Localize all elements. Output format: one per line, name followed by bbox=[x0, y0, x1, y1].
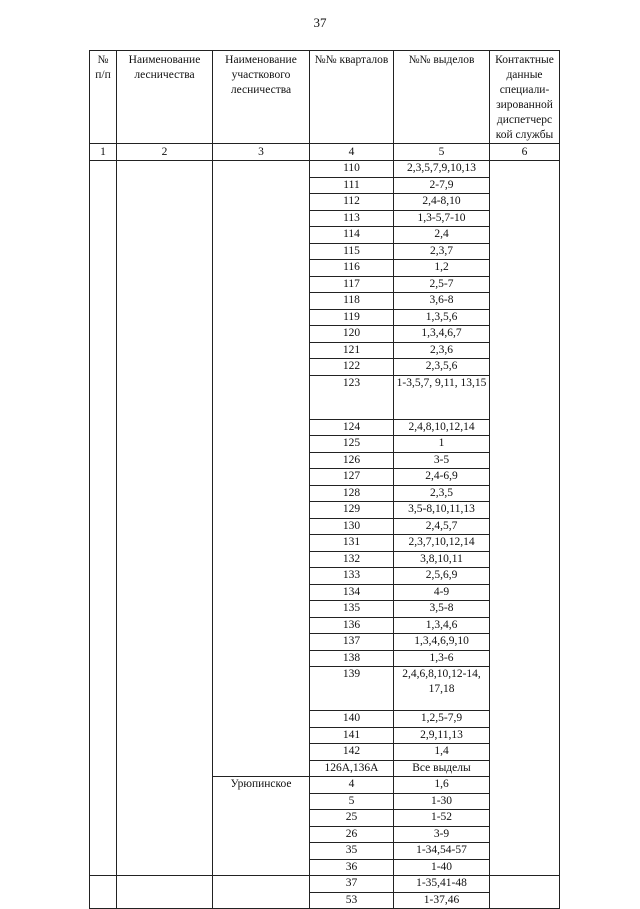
allotment-cell: 1-34,54-57 bbox=[394, 843, 490, 860]
header-row bbox=[90, 51, 560, 144]
allotment-cell: 2,9,11,13 bbox=[394, 727, 490, 744]
quarter-cell: 26 bbox=[310, 826, 394, 843]
table-row bbox=[90, 161, 560, 178]
quarter-cell: 126А,136А bbox=[310, 760, 394, 777]
allotment-cell: 2,3,5,6 bbox=[394, 359, 490, 376]
forestry-cell bbox=[117, 161, 213, 876]
allotment-cell: 1 bbox=[394, 436, 490, 453]
column-number: 5 bbox=[394, 144, 490, 161]
allotment-cell: 4-9 bbox=[394, 584, 490, 601]
allotment-cell: 1,3,4,6,7 bbox=[394, 326, 490, 343]
quarter-cell: 122 bbox=[310, 359, 394, 376]
district-cell bbox=[213, 161, 310, 777]
allotment-cell: 2,4-6,9 bbox=[394, 469, 490, 486]
allotment-cell: 1,4 bbox=[394, 744, 490, 761]
quarter-cell: 114 bbox=[310, 227, 394, 244]
allotment-cell: 1,6 bbox=[394, 777, 490, 794]
quarter-cell: 141 bbox=[310, 727, 394, 744]
header-contacts: Контактные данные специали-зированной диспетчерс кой службы bbox=[490, 51, 560, 144]
quarter-cell: 124 bbox=[310, 419, 394, 436]
allotment-cell: 1,3-5,7-10 bbox=[394, 210, 490, 227]
contact-cell bbox=[490, 161, 560, 876]
quarter-cell: 139 bbox=[310, 667, 394, 711]
contact-cell bbox=[490, 876, 560, 909]
allotment-cell: 1,2 bbox=[394, 260, 490, 277]
quarter-cell: 126 bbox=[310, 452, 394, 469]
quarter-cell: 120 bbox=[310, 326, 394, 343]
table-row bbox=[90, 876, 560, 893]
quarter-cell: 129 bbox=[310, 502, 394, 519]
quarter-cell: 35 bbox=[310, 843, 394, 860]
allotment-cell: 2,3,7,10,12,14 bbox=[394, 535, 490, 552]
allotment-cell: 1,3,4,6 bbox=[394, 617, 490, 634]
header-quarters: №№ кварталов bbox=[310, 51, 394, 144]
column-number: 4 bbox=[310, 144, 394, 161]
allotment-cell: 2,3,5,7,9,10,13 bbox=[394, 161, 490, 178]
quarter-cell: 117 bbox=[310, 276, 394, 293]
allotment-cell: Все выделы bbox=[394, 760, 490, 777]
quarter-cell: 118 bbox=[310, 293, 394, 310]
quarter-cell: 110 bbox=[310, 161, 394, 178]
quarter-cell: 136 bbox=[310, 617, 394, 634]
quarter-cell: 142 bbox=[310, 744, 394, 761]
number-cell bbox=[90, 161, 117, 876]
quarter-cell: 4 bbox=[310, 777, 394, 794]
quarter-cell: 125 bbox=[310, 436, 394, 453]
quarter-cell: 138 bbox=[310, 650, 394, 667]
header-allotments: №№ выделов bbox=[394, 51, 490, 144]
quarter-cell: 119 bbox=[310, 309, 394, 326]
allotment-cell: 1,3,4,6,9,10 bbox=[394, 634, 490, 651]
allotment-cell: 2,4,6,8,10,12-14, 17,18 bbox=[394, 667, 490, 711]
allotment-cell: 1-52 bbox=[394, 810, 490, 827]
quarter-cell: 121 bbox=[310, 342, 394, 359]
column-number: 2 bbox=[117, 144, 213, 161]
district-cell bbox=[213, 876, 310, 909]
quarter-cell: 111 bbox=[310, 177, 394, 194]
column-number: 3 bbox=[213, 144, 310, 161]
allotment-cell: 3-9 bbox=[394, 826, 490, 843]
quarter-cell: 132 bbox=[310, 551, 394, 568]
quarter-cell: 123 bbox=[310, 375, 394, 419]
allotment-cell: 2,4 bbox=[394, 227, 490, 244]
header-forestry: Наименование лесничества bbox=[117, 51, 213, 144]
quarter-cell: 115 bbox=[310, 243, 394, 260]
quarter-cell: 130 bbox=[310, 518, 394, 535]
allotment-cell: 3,5-8 bbox=[394, 601, 490, 618]
allotment-cell: 2,4,8,10,12,14 bbox=[394, 419, 490, 436]
allotment-cell: 1-3,5,7, 9,11, 13,15 bbox=[394, 375, 490, 419]
quarter-cell: 112 bbox=[310, 194, 394, 211]
allotment-cell: 2,3,6 bbox=[394, 342, 490, 359]
allotment-cell: 2,4-8,10 bbox=[394, 194, 490, 211]
quarter-cell: 113 bbox=[310, 210, 394, 227]
column-number: 6 bbox=[490, 144, 560, 161]
quarter-cell: 140 bbox=[310, 711, 394, 728]
quarter-cell: 137 bbox=[310, 634, 394, 651]
allotment-cell: 2,5,6,9 bbox=[394, 568, 490, 585]
quarter-cell: 25 bbox=[310, 810, 394, 827]
district-uryupinsk: Урюпинское bbox=[213, 777, 310, 876]
page-number: 37 bbox=[313, 15, 327, 30]
column-number: 1 bbox=[90, 144, 117, 161]
header-district-forestry: Наименование участкового лесничества bbox=[213, 51, 310, 144]
allotment-cell: 1-37,46 bbox=[394, 892, 490, 909]
allotment-cell: 3,8,10,11 bbox=[394, 551, 490, 568]
quarter-cell: 131 bbox=[310, 535, 394, 552]
allotment-cell: 3,6-8 bbox=[394, 293, 490, 310]
quarter-cell: 116 bbox=[310, 260, 394, 277]
allotment-cell: 1,2,5-7,9 bbox=[394, 711, 490, 728]
quarter-cell: 133 bbox=[310, 568, 394, 585]
quarter-cell: 134 bbox=[310, 584, 394, 601]
allotment-cell: 2,5-7 bbox=[394, 276, 490, 293]
quarter-cell: 127 bbox=[310, 469, 394, 486]
column-numbers-row bbox=[90, 144, 560, 161]
quarter-cell: 53 bbox=[310, 892, 394, 909]
quarter-cell: 135 bbox=[310, 601, 394, 618]
quarter-table bbox=[89, 50, 560, 909]
allotment-cell: 1,3,5,6 bbox=[394, 309, 490, 326]
forestry-cell bbox=[117, 876, 213, 909]
allotment-cell: 1-40 bbox=[394, 859, 490, 876]
allotment-cell: 2,3,5 bbox=[394, 485, 490, 502]
quarter-cell: 37 bbox=[310, 876, 394, 893]
allotment-cell: 1-30 bbox=[394, 793, 490, 810]
quarter-cell: 5 bbox=[310, 793, 394, 810]
allotment-cell: 2,4,5,7 bbox=[394, 518, 490, 535]
allotment-cell: 2,3,7 bbox=[394, 243, 490, 260]
allotment-cell: 1,3-6 bbox=[394, 650, 490, 667]
allotment-cell: 3-5 bbox=[394, 452, 490, 469]
allotment-cell: 1-35,41-48 bbox=[394, 876, 490, 893]
number-cell bbox=[90, 876, 117, 909]
allotment-cell: 3,5-8,10,11,13 bbox=[394, 502, 490, 519]
quarter-cell: 128 bbox=[310, 485, 394, 502]
quarter-cell: 36 bbox=[310, 859, 394, 876]
allotment-cell: 2-7,9 bbox=[394, 177, 490, 194]
header-number: № п/п bbox=[90, 51, 117, 144]
